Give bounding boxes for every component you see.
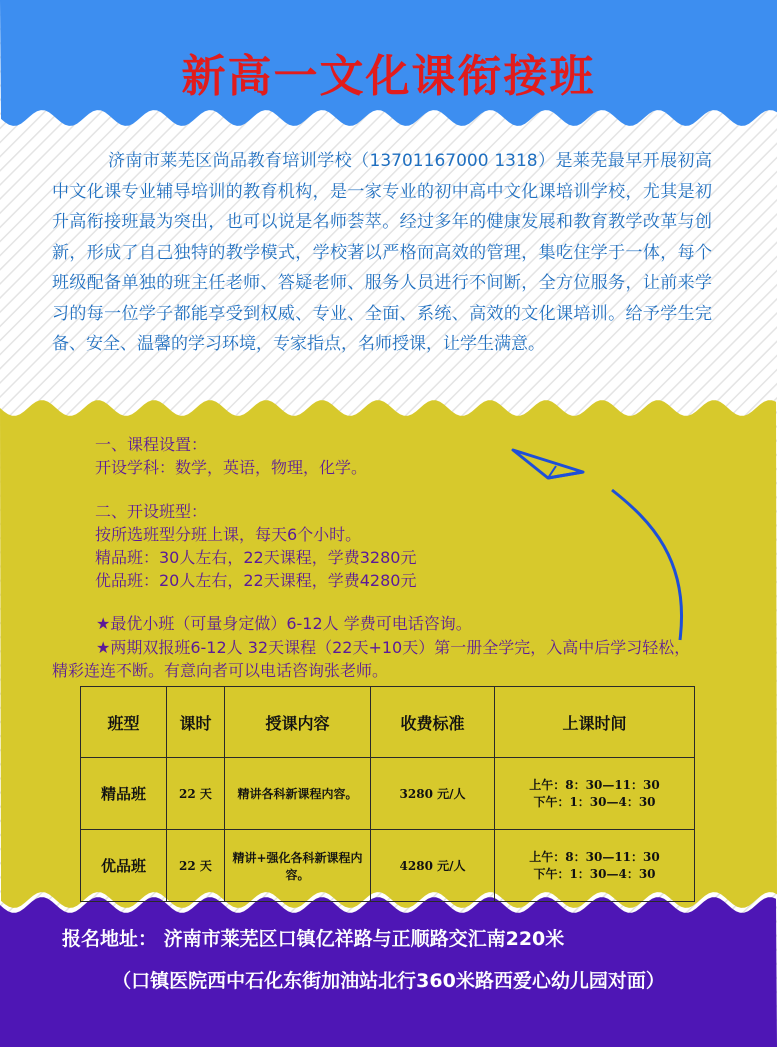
row-time-pm: 下午：1：30—4：30: [533, 866, 656, 881]
row-content: 精讲+强化各科新课程内容。: [225, 830, 371, 902]
section-class-types: [95, 500, 655, 592]
row-time-pm: 下午：1：30—4：30: [533, 794, 656, 809]
note-double-session: ★两期双报班6-12人 32天课程（22天+10天）第一册全学完，入高中后学习轻松，精彩连连不断。有意向者可以电话咨询张老师。: [52, 638, 691, 680]
row-time-am: 上午：8：30—11：30: [529, 849, 660, 864]
section-course-setup: [95, 433, 655, 479]
section2-heading: 二、开设班型：: [95, 502, 208, 521]
row-class: 精品班: [81, 758, 167, 830]
header-fee: 收费标准: [371, 687, 495, 758]
section2-line2: 精品班：30人左右，22天课程，学费3280元: [95, 548, 417, 567]
row-fee: 4280 元/人: [371, 830, 495, 902]
intro-paragraph: 济南市莱芜区尚品教育培训学校（13701167000 1318）是莱芜最早开展初高中文化课专业辅导培训的教育机构，是一家专业的初中高中文化课培训学校，尤其是初升高衔接班最为突出，也可以说是名师荟萃。经过多年的健康发展和教育教学改革与创新，形成了自己独特的教学模式，学校著以严格而高效的管理，集吃住学于一体，每个班级配备单独的班主任老师、答疑老师、服务人员进行不间断，全方位服务，让前来学习的每一位学子都能享受到权威、专业、全面、系统、高效的文化课培训。给予学生完备、安全、温馨的学习环境，专家指点，名师授课，让学生满意。: [52, 151, 712, 354]
header-class: 班型: [81, 687, 167, 758]
address-line2: （口镇医院西中石化东街加油站北行360米路西爱心幼儿园对面）: [112, 970, 665, 992]
section1-subjects: 开设学科：数学，英语，物理，化学。: [95, 458, 368, 477]
row-hours: 22 天: [167, 830, 225, 902]
row-time: [495, 758, 695, 830]
poster-title: 新高一文化课衔接班: [181, 51, 596, 102]
section2-line3: 优品班：20人左右，22天课程，学费4280元: [95, 571, 417, 590]
header-content: 授课内容: [225, 687, 371, 758]
note-small-class: ★最优小班（可量身定做）6-12人 学费可电话咨询。: [96, 614, 472, 633]
table-row: [81, 758, 695, 830]
address-line1: 报名地址： 济南市莱芜区口镇亿祥路与正顺路交汇南220米: [62, 928, 565, 950]
table-row: [81, 830, 695, 902]
header-hours: 课时: [167, 687, 225, 758]
section1-heading: 一、课程设置：: [95, 435, 208, 454]
header-time: 上课时间: [495, 687, 695, 758]
row-hours: 22 天: [167, 758, 225, 830]
fee-table: [80, 686, 695, 902]
row-fee: 3280 元/人: [371, 758, 495, 830]
row-time-am: 上午：8：30—11：30: [529, 777, 660, 792]
table-header-row: [81, 687, 695, 758]
row-time: [495, 830, 695, 902]
row-class: 优品班: [81, 830, 167, 902]
section2-line1: 按所选班型分班上课，每天6个小时。: [95, 525, 362, 544]
row-content: 精讲各科新课程内容。: [225, 758, 371, 830]
